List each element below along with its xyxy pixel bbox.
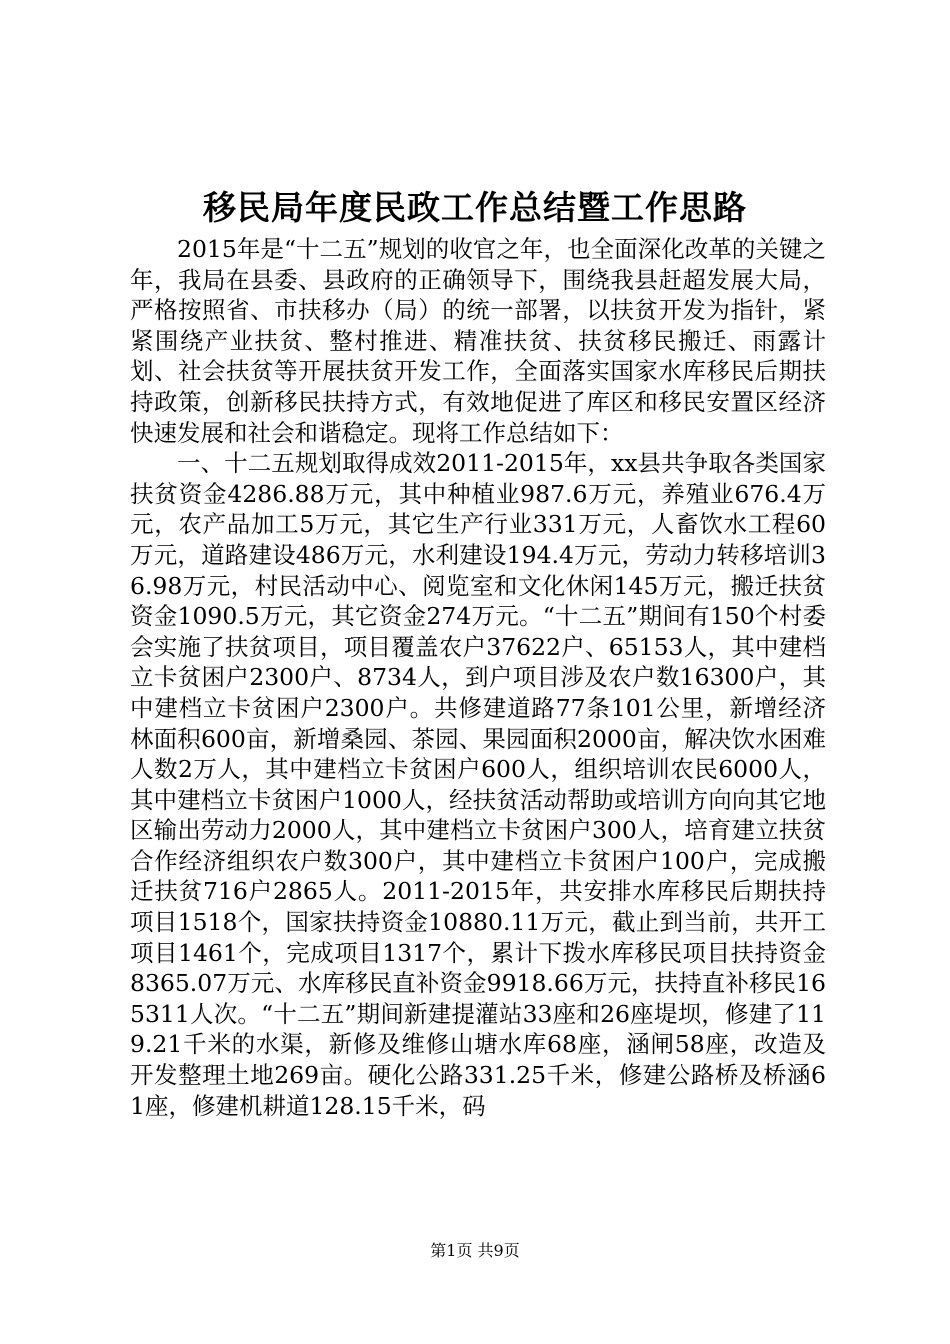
page-footer: 第1页 共9页	[430, 1241, 520, 1260]
document-body	[130, 234, 826, 1121]
intro-paragraph: 2015年是“十二五”规划的收官之年，也全面深化改革的关键之年，我局在县委、县政府的正确领导下，围绕我县赶超发展大局，严格按照省、市扶移办（局）的统一部署，以扶贫开发为指针，紧紧围绕产业扶贫、整村推进、精准扶贫、扶贫移民搬迁、雨露计划、社会扶贫等开展扶贫开发工作，全面落实国家水库移民后期扶持政策，创新移民扶持方式，有效地促进了库区和移民安置区经济快速发展和社会和谐稳定。现将工作总结如下：	[130, 235, 826, 447]
section-one-paragraph: 一、十二五规划取得成效2011-2015年，xx县共争取各类国家扶贫资金4286.88万元，其中种植业987.6万元，养殖业676.4万元，农产品加工5万元，其它生产行业331万元，人畜饮水工程60万元，道路建设486万元，水利建设194.4万元，劳动力转移培训36.98万元，村民活动中心、阅览室和文化休闲145万元，搬迁扶贫资金1090.5万元，其它资金274万元。“十二五”期间有150个村委会实施了扶贫项目，项目覆盖农户37622户、65153人，其中建档立卡贫困户2300户、8734人，到户项目涉及农户数16300户，其中建档立卡贫困户2300户。共修建道路77条101公里，新增经济林面积600亩，新增桑园、茶园、果园面积2000亩，解决饮水困难人数2万人，其中建档立卡贫困户600人，组织培训农民6000人，其中建档立卡贫困户1000人，经扶贫活动帮助或培训方向向其它地区输出劳动力2000人，其中建档立卡贫困户300人，培育建立扶贫合作经济组织农户数300户，其中建档立卡贫困户100户，完成搬迁扶贫716户2865人。2011-2015年，共安排水库移民后期扶持项目1518个，国家扶持资金10880.11万元，截止到当前，共开工项目1461个，完成项目1317个，累计下拨水库移民项目扶持资金8365.07万元、水库移民直补资金9918.66万元，扶持直补移民165311人次。“十二五”期间新建提灌站33座和26座堤坝，修建了119.21千米的水渠，新修及维修山塘水库68座，涵闸58座，改造及开发整理土地269亩。硬化公路331.25千米，修建公路桥及桥涵61座，修建机耕道128.15千米，码	[130, 449, 826, 1120]
document-title: 移民局年度民政工作总结暨工作思路	[203, 188, 747, 227]
